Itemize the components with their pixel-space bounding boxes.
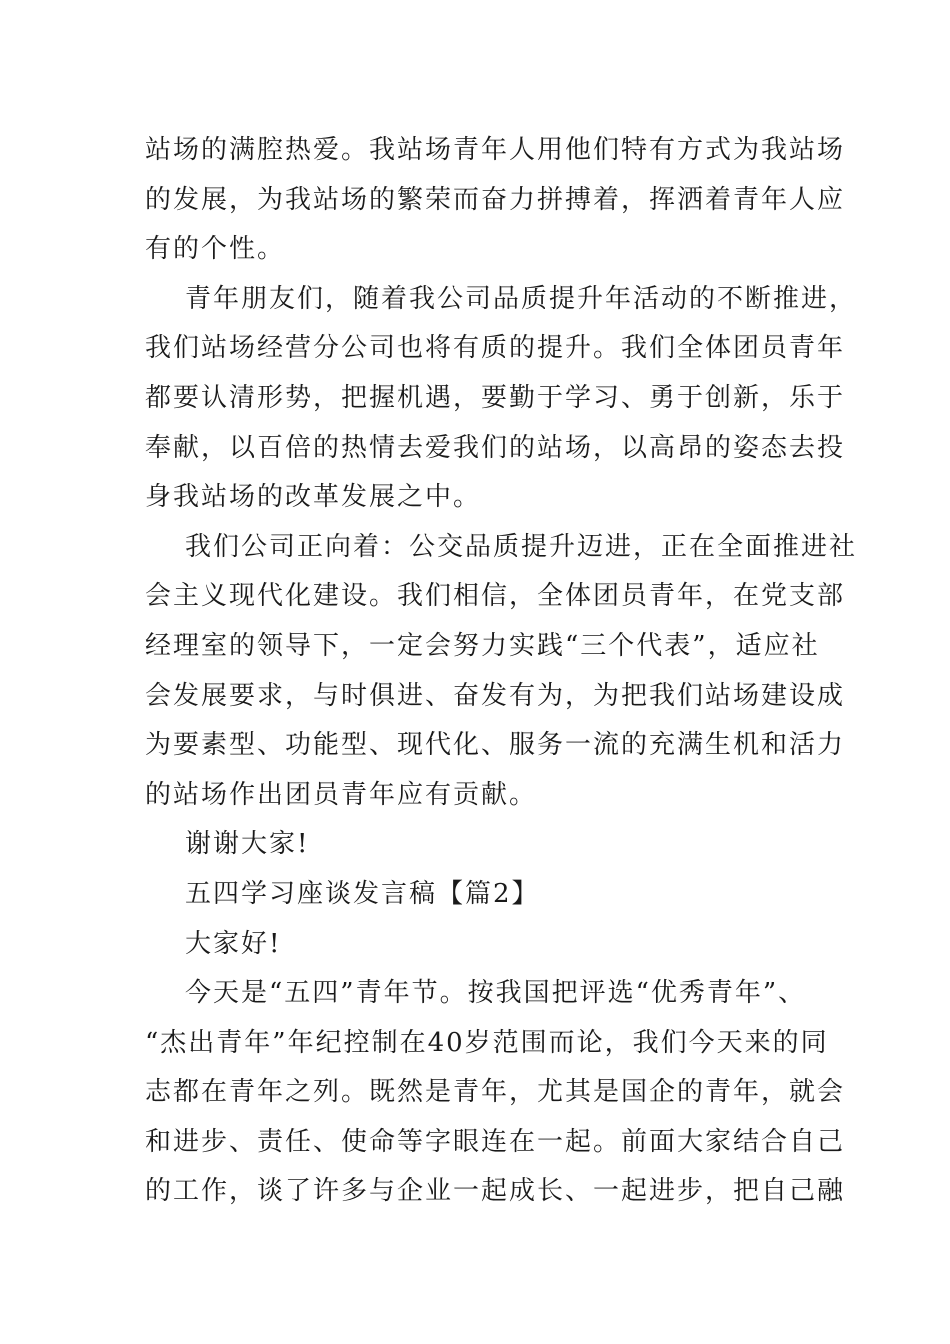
text-line: 奉献，以百倍的热情去爱我们的站场，以高昂的姿态去投 <box>145 432 846 463</box>
paragraph-continuation <box>145 126 846 275</box>
closing-thanks <box>145 820 807 870</box>
paragraph <box>145 523 858 821</box>
paragraph <box>145 275 858 523</box>
section-heading <box>145 870 807 920</box>
text-line: 的站场作出团员青年应有贡献。 <box>145 779 538 810</box>
text-line: 为要素型、功能型、现代化、服务一流的充满生机和活力 <box>145 730 846 761</box>
text-line: 我们站场经营分公司也将有质的提升。我们全体团员青年 <box>145 333 846 364</box>
text-line: 身我站场的改革发展之中。 <box>145 482 482 513</box>
text-line: 五四学习座谈发言稿【篇2】 <box>185 878 540 909</box>
text-line: 都要认清形势，把握机遇，要勤于学习、勇于创新，乐于 <box>145 382 846 413</box>
text-line: 的发展，为我站场的繁荣而奋力拼搏着，挥洒着青年人应 <box>145 184 846 215</box>
document-body <box>145 126 858 1217</box>
text-line: 会主义现代化建设。我们相信，全体团员青年，在党支部 <box>145 581 846 612</box>
text-line: 今天是“五四”青年节。按我国把评选“优秀青年”、 <box>185 978 807 1009</box>
text-line: 志都在青年之列。既然是青年，尤其是国企的青年，就会 <box>145 1077 846 1108</box>
text-line: 和进步、责任、使命等字眼连在一起。前面大家结合自己 <box>145 1126 846 1157</box>
text-line: 站场的满腔热爱。我站场青年人用他们特有方式为我站场 <box>145 135 846 165</box>
text-line: 经理室的领导下，一定会努力实践“三个代表”，适应社 <box>145 630 820 661</box>
text-line: 谢谢大家! <box>185 829 310 860</box>
text-line: 的工作，谈了许多与企业一起成长、一起进步，把自己融 <box>145 1176 846 1207</box>
paragraph <box>145 969 846 1217</box>
greeting <box>145 920 807 970</box>
text-line: 大家好! <box>185 928 282 959</box>
text-line: 会发展要求，与时俱进、奋发有为，为把我们站场建设成 <box>145 680 846 711</box>
text-line: “杰出青年”年纪控制在40岁范围而论，我们今天来的同 <box>145 1027 829 1058</box>
text-line: 我们公司正向着：公交品质提升迈进，正在全面推进社 <box>185 531 858 562</box>
text-line: 青年朋友们，随着我公司品质提升年活动的不断推进， <box>185 283 858 314</box>
text-line: 有的个性。 <box>145 234 286 265</box>
